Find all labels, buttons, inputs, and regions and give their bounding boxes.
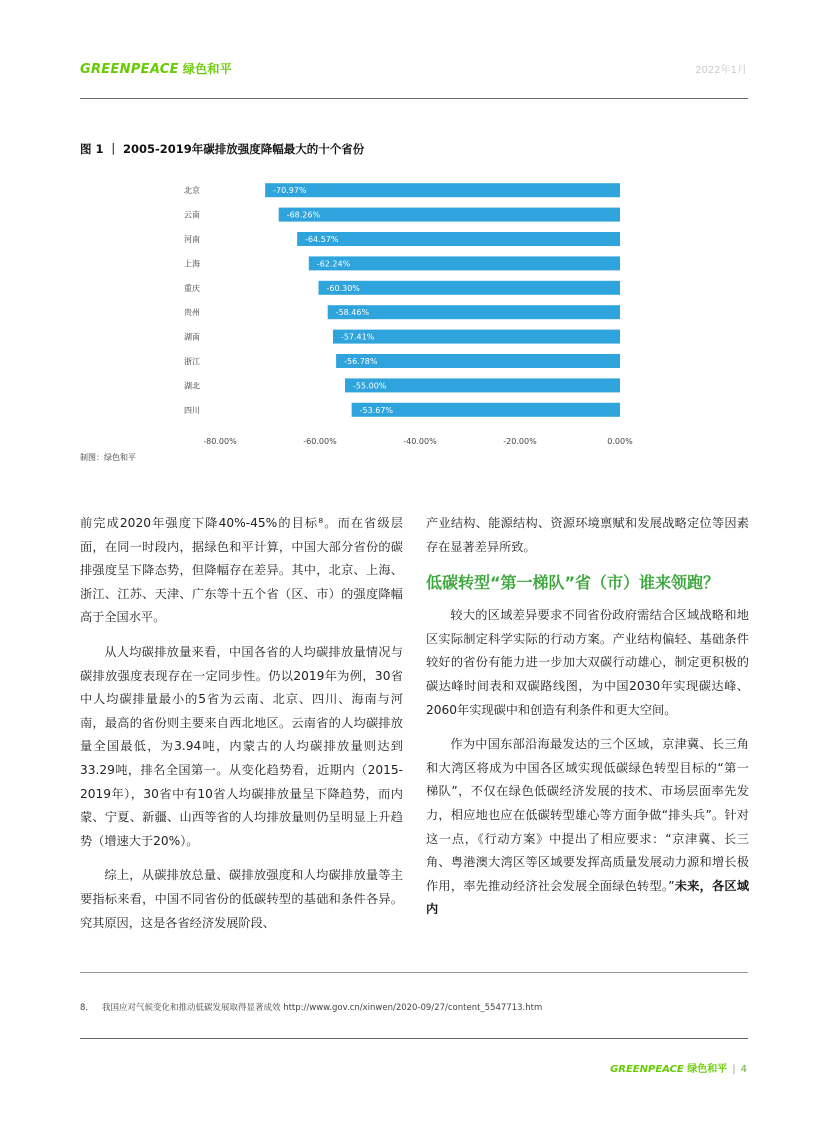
bar-value-label: -60.30% — [326, 283, 360, 293]
figure-title: 图 1 ｜ 2005-2019年碳排放强度降幅最大的十个省份 — [80, 142, 365, 156]
footer-logo-chinese: 绿色和平 — [687, 1064, 728, 1075]
bar-chart — [180, 172, 650, 444]
page-footer — [610, 1060, 747, 1075]
category-label: 北京 — [184, 186, 200, 196]
paragraph-text: 作为中国东部沿海最发达的三个区域，京津冀、长三角和大湾区将成为中国各区域实现低碳绿色转型目标的“第一梯队”，不仅在绿色低碳经济发展的技术、市场层面率先发力，相应地也应在低碳转型雄心等方面争做“排头兵”。针对这一点，《行动方案》中提出了相应要求：“京津冀、长三角、粤港澳大湾区等区域要发挥高质量发展动力源和增长极作用，率先推动经济社会发展全面绿色转型。” — [426, 737, 749, 893]
category-label: 河南 — [184, 235, 200, 244]
header-divider — [80, 98, 748, 99]
paragraph: 前完成2020年强度下降40%-45%的目标⁸。而在省级层面，在同一时段内，据绿色和平计算，中国大部分省份的碳排强度呈下降态势，但降幅存在差异。其中，北京、上海、浙江、江苏、天津、广东等十五个省（区、市）的强度降幅高于全国水平。 — [80, 516, 403, 625]
footnote-divider — [80, 972, 748, 973]
footnote-text: 我国应对气候变化和推动低碳发展取得显著成效 http://www.gov.cn/xinwen/2020-09/27/content_5547713.htm — [102, 1003, 543, 1013]
bar-value-label: -70.97% — [273, 186, 307, 196]
paragraph: 综上，从碳排放总量、碳排放强度和人均碳排放量等主要指标来看，中国不同省份的低碳转型的基础和条件各异。究其原因，这是各省经济发展阶段、 — [80, 868, 403, 930]
paragraph: 较大的区域差异要求不同省份政府需结合区域战略和地区实际制定科学实际的行动方案。产业结构偏轻、基础条件较好的省份有能力进一步加大双碳行动雄心，制定更积极的碳达峰时间表和双碳路线图，为中国2030年实现碳达峰、2060年实现碳中和创造有利条件和更大空间。 — [426, 608, 749, 717]
footnote-number: 8. — [80, 1003, 89, 1013]
bar — [309, 256, 620, 270]
paragraph: 产业结构、能源结构、资源环境禀赋和发展战略定位等因素存在显著差异所致。 — [426, 516, 749, 554]
x-tick-label: -40.00% — [403, 437, 437, 444]
section-heading: 低碳转型“第一梯队”省（市）谁来领跑？ — [426, 573, 720, 593]
bar-value-label: -56.78% — [344, 357, 378, 366]
bar — [336, 354, 620, 368]
footer-divider — [80, 1038, 748, 1039]
page-number: 4 — [740, 1064, 747, 1075]
bar-value-label: -53.67% — [359, 405, 394, 415]
x-tick-label: -80.00% — [203, 437, 237, 444]
bar — [279, 208, 620, 222]
logo-chinese: 绿色和平 — [182, 62, 233, 76]
category-label: 云南 — [184, 210, 200, 220]
bar — [297, 232, 620, 246]
footer-separator: | — [732, 1064, 736, 1075]
paragraph: 从人均碳排放量来看，中国各省的人均碳排放量情况与碳排放强度表现存在一定同步性。仍以2019年为例，30省中人均碳排量最小的5省为云南、北京、四川、海南与河南，最高的省份则主要来自西北地区。云南省的人均碳排放量全国最低，为3.94吨，内蒙古的人均碳排放量则达到33.29吨，排名全国第一。从变化趋势看，近期内（2015-2019年），30省中有10省人均碳排放量呈下降趋势，而内蒙、宁夏、新疆、山西等省的人均排放量则仍呈明显上升趋势（增速大于20%）。 — [80, 644, 403, 848]
bar-value-label: -68.26% — [286, 210, 321, 220]
footer-logo-english: GREENPEACE — [610, 1064, 684, 1075]
figure-source: 制图：绿色和平 — [80, 453, 136, 462]
bar-value-label: -64.57% — [305, 235, 339, 244]
category-label: 浙江 — [184, 357, 200, 366]
header-date: 2022年1月 — [695, 65, 747, 76]
bar-value-label: -57.41% — [340, 332, 375, 342]
bar-value-label: -55.00% — [353, 381, 387, 391]
bar-value-label: -62.24% — [316, 259, 351, 269]
x-tick-label: -20.00% — [503, 437, 537, 444]
bar — [328, 305, 620, 319]
category-label: 湖北 — [184, 381, 200, 391]
bar — [319, 281, 621, 295]
category-label: 四川 — [184, 405, 200, 415]
category-label: 上海 — [184, 259, 200, 269]
bar — [265, 183, 620, 197]
logo-english: GREENPEACE — [80, 62, 179, 77]
x-tick-label: -60.00% — [303, 437, 337, 444]
footnote — [80, 1001, 542, 1013]
bar-value-label: -58.46% — [335, 308, 370, 318]
greenpeace-logo — [80, 60, 232, 77]
body-column-right — [426, 512, 749, 933]
category-label: 重庆 — [184, 283, 200, 293]
paragraph-bold-text: 未来，各区域内 — [426, 878, 750, 917]
body-column-left — [80, 512, 403, 946]
category-label: 湖南 — [184, 332, 200, 342]
x-tick-label: 0.00% — [607, 437, 633, 444]
bar — [333, 330, 620, 344]
paragraph — [426, 733, 749, 922]
category-label: 贵州 — [184, 308, 200, 318]
